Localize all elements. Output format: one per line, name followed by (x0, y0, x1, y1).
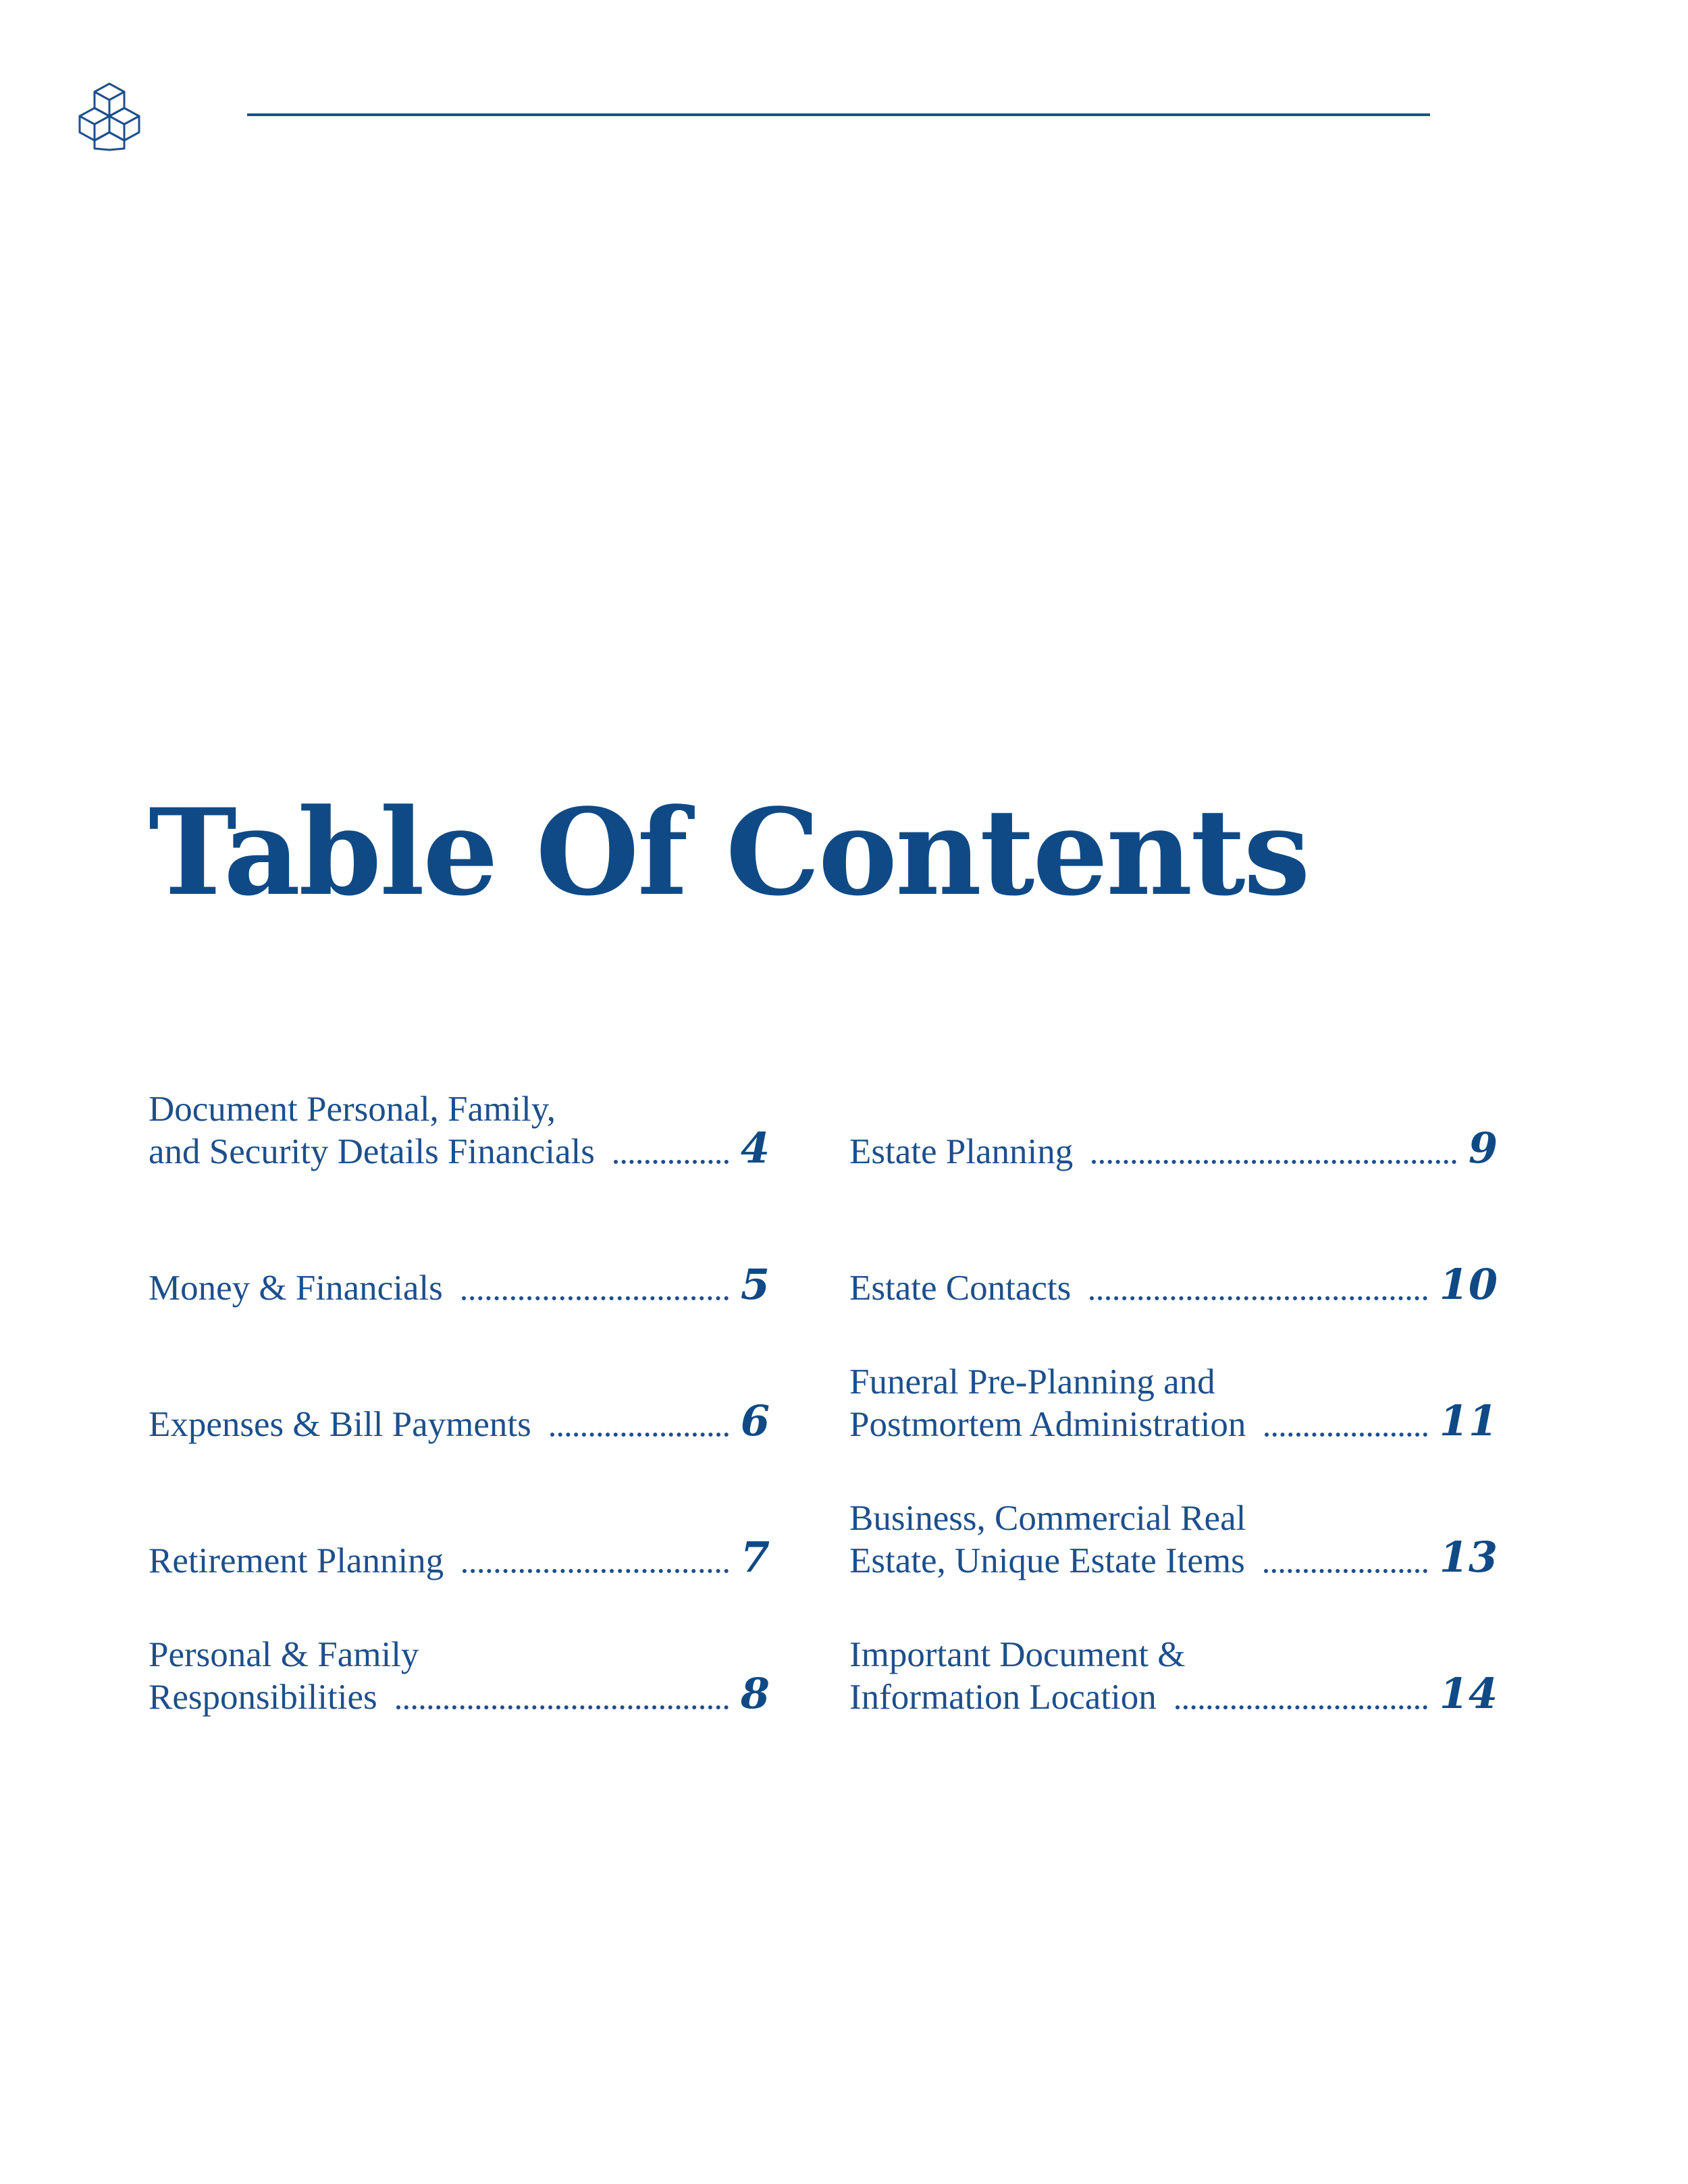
toc-entry-label (149, 1267, 443, 1310)
toc-entry[interactable] (149, 1086, 770, 1173)
toc-entry-label-line: and Security Details Financials (149, 1132, 595, 1171)
toc-dot-leader (1176, 1705, 1427, 1709)
toc-entry[interactable] (849, 1222, 1498, 1310)
toc-dot-leader (462, 1296, 729, 1300)
toc-entry-label (149, 1404, 531, 1446)
toc-page-number: 10 (1439, 1260, 1498, 1309)
toc-entry-label (849, 1634, 1186, 1719)
toc-entry-label (849, 1497, 1246, 1582)
toc-entry-label-line: Estate Contacts (849, 1269, 1072, 1308)
toc-entry-label (149, 1540, 444, 1582)
toc-dot-leader (463, 1569, 729, 1573)
toc-page-number: 4 (740, 1123, 770, 1173)
toc-dot-leader (1264, 1569, 1427, 1573)
toc-entry-label-line: Postmortem Administration (849, 1405, 1246, 1444)
page-title: Table Of Contents (149, 782, 1309, 922)
toc-entry-label-line: Business, Commercial Real (849, 1499, 1246, 1538)
toc-entry-label-line: Estate Planning (849, 1132, 1074, 1171)
toc-entry-label-line: Information Location (849, 1678, 1157, 1717)
toc-entry[interactable] (849, 1495, 1498, 1582)
toc-dot-leader (1092, 1160, 1456, 1164)
toc-entry-label-line: Estate, Unique Estate Items (849, 1541, 1245, 1580)
toc-entry-label-line: Funeral Pre-Planning and (849, 1362, 1215, 1402)
toc-dot-leader (396, 1705, 729, 1709)
header-divider (247, 113, 1430, 116)
toc-entry-label-line: Expenses & Bill Payments (149, 1405, 531, 1444)
toc-entry[interactable] (149, 1358, 770, 1446)
toc-entry-label-line: Document Personal, Family, (149, 1090, 556, 1129)
toc-entry[interactable] (149, 1495, 770, 1582)
toc-entry[interactable] (849, 1086, 1498, 1173)
toc-entry[interactable] (149, 1222, 770, 1310)
toc-page-number: 7 (740, 1533, 770, 1582)
toc-entry-label-line: Personal & Family (149, 1635, 419, 1674)
toc-dot-leader (1090, 1296, 1427, 1300)
toc-page-number: 8 (740, 1669, 770, 1718)
toc-entry-label (849, 1361, 1246, 1446)
toc-entry-label (849, 1267, 1071, 1310)
toc-dot-leader (614, 1160, 729, 1164)
toc-page-number: 11 (1439, 1396, 1498, 1445)
toc-entry-label (849, 1131, 1073, 1173)
toc-entry[interactable] (849, 1631, 1498, 1719)
toc-page-number: 14 (1439, 1669, 1498, 1718)
toc-dot-leader (550, 1433, 729, 1437)
toc-page-number: 6 (740, 1396, 770, 1445)
hexagon-cubes-logo-icon (73, 80, 146, 153)
toc-entry-label (149, 1634, 419, 1719)
toc-entry-label (149, 1088, 595, 1173)
toc-entry-label-line: Important Document & (849, 1635, 1186, 1674)
toc-entry[interactable] (849, 1358, 1498, 1446)
toc-dot-leader (1265, 1433, 1427, 1437)
toc-page-number: 5 (740, 1260, 770, 1309)
toc-entry-label-line: Retirement Planning (149, 1541, 444, 1580)
toc-entry[interactable] (149, 1631, 770, 1719)
toc-entry-label-line: Responsibilities (149, 1678, 377, 1717)
toc-page-number: 13 (1439, 1533, 1498, 1582)
toc-page-number: 9 (1468, 1123, 1498, 1173)
toc-entry-label-line: Money & Financials (149, 1269, 443, 1308)
